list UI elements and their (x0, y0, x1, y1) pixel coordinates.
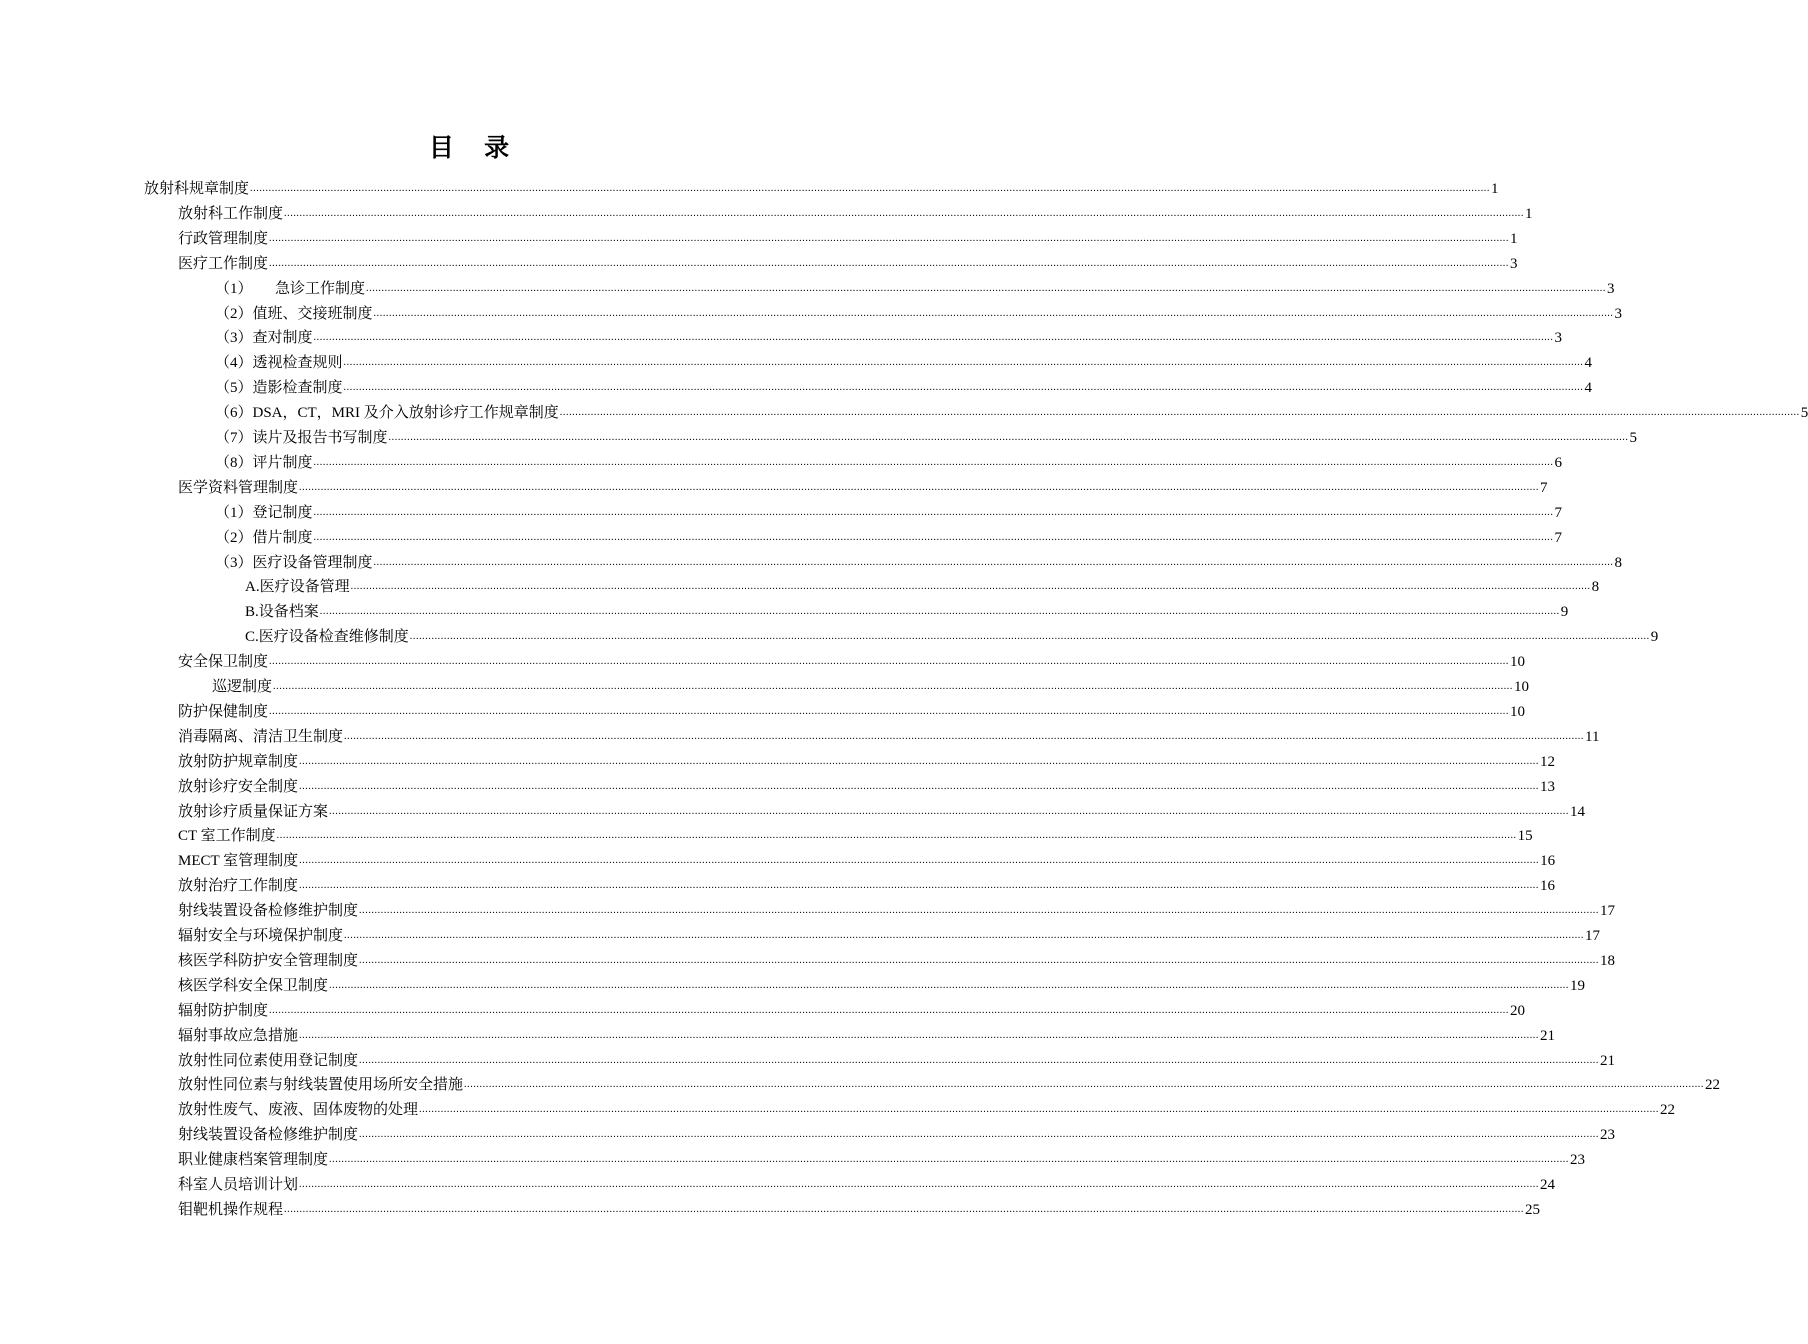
toc-entry[interactable] (178, 1170, 1556, 1195)
toc-entry-page-number: 8 (1591, 579, 1600, 596)
toc-entry-label: （1） 急诊工作制度 (215, 280, 366, 297)
toc-entry[interactable] (178, 1070, 1721, 1095)
toc-entry-page-number: 12 (1540, 753, 1556, 770)
toc-dot-leader: ................................................................................................................................................................................................................................................................................................................................................................................................................ (344, 730, 1585, 742)
toc-entry[interactable] (215, 423, 1638, 448)
toc-entry[interactable] (215, 448, 1563, 473)
toc-entry-label: B.设备档案 (245, 604, 319, 621)
toc-entry-label: 科室人员培训计划 (178, 1177, 299, 1193)
toc-entry-label: 放射防护规章制度 (178, 753, 299, 770)
toc-dot-leader: ................................................................................................................................................................................................................................................................................................................................................................................................................ (366, 282, 1607, 294)
toc-dot-leader: ................................................................................................................................................................................................................................................................................................................................................................................................................ (409, 631, 1650, 643)
toc-entry[interactable] (178, 971, 1586, 996)
toc-dot-leader: ................................................................................................................................................................................................................................................................................................................................................................................................................ (313, 456, 1554, 468)
toc-entry-label: 医学资料管理制度 (178, 479, 299, 496)
toc-dot-leader: ................................................................................................................................................................................................................................................................................................................................................................................................................ (329, 979, 1570, 991)
toc-entry[interactable] (178, 846, 1556, 871)
toc-dot-leader: ................................................................................................................................................................................................................................................................................................................................................................................................................ (319, 606, 1560, 618)
toc-entry-page-number: 3 (1614, 305, 1623, 322)
toc-entry-label: 消毒隔离、清洁卫生制度 (178, 728, 344, 745)
toc-entry-page-number: 5 (1629, 430, 1638, 446)
toc-dot-leader: ................................................................................................................................................................................................................................................................................................................................................................................................................ (559, 407, 1800, 419)
toc-entry-page-number: 3 (1510, 255, 1518, 272)
toc-entry-page-number: 23 (1570, 1152, 1586, 1169)
toc-entry-label: 医疗工作制度 (178, 255, 269, 272)
toc-dot-leader: ................................................................................................................................................................................................................................................................................................................................................................................................................ (284, 207, 1525, 219)
toc-entry-page-number: 21 (1540, 1027, 1556, 1044)
toc-entry-label: 射线装置设备检修维护制度 (178, 903, 359, 920)
toc-entry[interactable] (245, 572, 1600, 597)
toc-entry[interactable] (178, 772, 1556, 797)
toc-entry-page-number: 25 (1525, 1201, 1541, 1218)
toc-entry-page-number: 19 (1570, 977, 1586, 994)
toc-entry-label: 放射治疗工作制度 (178, 878, 299, 895)
toc-dot-leader: ................................................................................................................................................................................................................................................................................................................................................................................................................ (313, 506, 1554, 518)
toc-entry-label: 钼靶机操作规程 (178, 1201, 284, 1218)
toc-entry[interactable] (178, 224, 1518, 249)
toc-entry-label: （6）DSA，CT，MRI 及介入放射诊疗工作规章制度 (215, 405, 559, 422)
toc-entry-label: （4）透视检查规则 (215, 355, 343, 372)
toc-dot-leader: ................................................................................................................................................................................................................................................................................................................................................................................................................ (269, 232, 1510, 244)
toc-entry-label: 放射科工作制度 (178, 205, 284, 222)
toc-entry-label: 防护保健制度 (178, 703, 269, 720)
toc-entry-label: （3）查对制度 (215, 330, 313, 347)
toc-entry-page-number: 10 (1510, 654, 1526, 671)
toc-entry-page-number: 18 (1600, 952, 1616, 969)
toc-entry[interactable] (245, 622, 1659, 647)
toc-entry-page-number: 20 (1510, 1002, 1526, 1019)
toc-entry-page-number: 23 (1600, 1127, 1616, 1144)
toc-dot-leader: ................................................................................................................................................................................................................................................................................................................................................................................................................ (359, 905, 1600, 917)
toc-entry-page-number: 5 (1800, 405, 1808, 422)
toc-entry-label: （2）值班、交接班制度 (215, 305, 373, 322)
toc-dot-leader: ................................................................................................................................................................................................................................................................................................................................................................................................................ (299, 880, 1540, 892)
toc-entry-label: 辐射防护制度 (178, 1002, 269, 1019)
toc-dot-leader: ................................................................................................................................................................................................................................................................................................................................................................................................................ (299, 1029, 1540, 1041)
toc-entry-label: 核医学科防护安全管理制度 (178, 952, 359, 969)
toc-entry[interactable] (215, 348, 1593, 373)
page-title: 目 录 (428, 135, 522, 162)
toc-entry[interactable] (215, 274, 1615, 299)
toc-entry[interactable] (212, 672, 1530, 697)
toc-entry-page-number: 21 (1600, 1052, 1616, 1069)
toc-entry[interactable] (215, 398, 1808, 423)
toc-dot-leader: ................................................................................................................................................................................................................................................................................................................................................................................................................ (388, 432, 1629, 443)
toc-entry-page-number: 14 (1570, 803, 1586, 820)
toc-dot-leader: ................................................................................................................................................................................................................................................................................................................................................................................................................ (269, 1004, 1510, 1016)
toc-entry[interactable] (178, 1120, 1616, 1145)
toc-entry-page-number: 10 (1514, 679, 1530, 695)
toc-entry-label: 巡逻制度 (212, 679, 273, 695)
toc-entry-page-number: 22 (1660, 1102, 1676, 1119)
toc-entry[interactable] (178, 996, 1526, 1021)
toc-entry-label: 职业健康档案管理制度 (178, 1152, 329, 1169)
toc-entry[interactable] (178, 1021, 1556, 1046)
toc-dot-leader: ................................................................................................................................................................................................................................................................................................................................................................................................................ (419, 1104, 1660, 1116)
toc-entry-page-number: 16 (1540, 878, 1556, 895)
toc-entry-page-number: 24 (1540, 1177, 1556, 1193)
toc-entry-label: 放射性废气、废液、固体废物的处理 (178, 1102, 419, 1119)
toc-entry-label: （1）登记制度 (215, 504, 313, 521)
toc-entry[interactable] (178, 1046, 1616, 1071)
toc-dot-leader: ................................................................................................................................................................................................................................................................................................................................................................................................................ (329, 1154, 1570, 1166)
toc-dot-leader: ................................................................................................................................................................................................................................................................................................................................................................................................................ (329, 805, 1570, 817)
toc-entry-page-number: 22 (1705, 1077, 1721, 1094)
toc-entry-page-number: 4 (1584, 380, 1593, 397)
toc-dot-leader: ................................................................................................................................................................................................................................................................................................................................................................................................................ (269, 705, 1510, 717)
toc-entry-page-number: 7 (1554, 504, 1563, 521)
toc-entry[interactable] (215, 498, 1563, 523)
toc-dot-leader: ................................................................................................................................................................................................................................................................................................................................................................................................................ (299, 481, 1540, 493)
toc-entry-label: （8）评片制度 (215, 454, 313, 471)
toc-entry[interactable] (144, 174, 1499, 199)
toc-entry-label: CT 室工作制度 (178, 828, 276, 845)
toc-dot-leader: ................................................................................................................................................................................................................................................................................................................................................................................................................ (299, 855, 1540, 867)
toc-entry[interactable] (178, 921, 1601, 946)
toc-entry-page-number: 16 (1540, 853, 1556, 870)
toc-dot-leader: ................................................................................................................................................................................................................................................................................................................................................................................................................ (359, 1129, 1600, 1141)
toc-entry-label: 放射科规章制度 (144, 181, 250, 197)
toc-entry-label: （7）读片及报告书写制度 (215, 430, 388, 446)
toc-entry-label: 辐射安全与环境保护制度 (178, 928, 344, 944)
toc-entry-label: 核医学科安全保卫制度 (178, 977, 329, 994)
toc-entry-label: MECT 室管理制度 (178, 853, 299, 870)
toc-dot-leader: ................................................................................................................................................................................................................................................................................................................................................................................................................ (273, 681, 1514, 692)
toc-entry[interactable] (178, 249, 1518, 274)
toc-entry-page-number: 9 (1650, 629, 1659, 646)
toc-entry-label: 射线装置设备检修维护制度 (178, 1127, 359, 1144)
toc-dot-leader: ................................................................................................................................................................................................................................................................................................................................................................................................................ (284, 1203, 1525, 1215)
toc-dot-leader: ................................................................................................................................................................................................................................................................................................................................................................................................................ (269, 257, 1510, 269)
toc-entry-label: C.医疗设备检查维修制度 (245, 629, 409, 646)
toc-entry-label: 行政管理制度 (178, 230, 269, 247)
toc-entry-page-number: 1 (1491, 181, 1499, 197)
toc-entry-label: 放射诊疗安全制度 (178, 778, 299, 795)
toc-entry[interactable] (215, 373, 1593, 398)
toc-entry[interactable] (178, 1195, 1541, 1220)
toc-entry-page-number: 17 (1585, 928, 1601, 944)
toc-entry-label: A.医疗设备管理 (245, 579, 350, 596)
toc-entry[interactable] (215, 323, 1563, 348)
toc-entry[interactable] (178, 747, 1556, 772)
toc-dot-leader: ................................................................................................................................................................................................................................................................................................................................................................................................................ (313, 332, 1554, 344)
toc-dot-leader: ................................................................................................................................................................................................................................................................................................................................................................................................................ (350, 581, 1591, 593)
toc-entry-label: 辐射事故应急措施 (178, 1027, 299, 1044)
toc-entry[interactable] (178, 946, 1616, 971)
toc-entry-label: 放射性同位素使用登记制度 (178, 1052, 359, 1069)
toc-dot-leader: ................................................................................................................................................................................................................................................................................................................................................................................................................ (373, 307, 1614, 319)
toc-entry[interactable] (178, 896, 1616, 921)
toc-entry-page-number: 3 (1607, 280, 1615, 297)
toc-entry-page-number: 10 (1510, 703, 1526, 720)
toc-entry[interactable] (178, 797, 1586, 822)
toc-entry[interactable] (245, 597, 1569, 622)
toc-entry[interactable] (215, 523, 1563, 548)
toc-dot-leader: ................................................................................................................................................................................................................................................................................................................................................................................................................ (276, 830, 1517, 842)
toc-entry-page-number: 13 (1540, 778, 1556, 795)
toc-dot-leader: ................................................................................................................................................................................................................................................................................................................................................................................................................ (269, 656, 1510, 668)
toc-entry-page-number: 8 (1614, 554, 1623, 571)
toc-dot-leader: ................................................................................................................................................................................................................................................................................................................................................................................................................ (299, 780, 1540, 792)
toc-entry-label: 放射性同位素与射线装置使用场所安全措施 (178, 1077, 464, 1094)
toc-dot-leader: ................................................................................................................................................................................................................................................................................................................................................................................................................ (250, 183, 1491, 194)
toc-entry[interactable] (178, 647, 1526, 672)
toc-dot-leader: ................................................................................................................................................................................................................................................................................................................................................................................................................ (343, 357, 1584, 369)
toc-entry-label: （2）借片制度 (215, 529, 313, 546)
toc-entry[interactable] (178, 697, 1526, 722)
toc-entry-page-number: 15 (1517, 828, 1533, 845)
toc-dot-leader: ................................................................................................................................................................................................................................................................................................................................................................................................................ (373, 556, 1614, 568)
toc-entry-page-number: 4 (1584, 355, 1593, 372)
toc-entry-label: （3）医疗设备管理制度 (215, 554, 373, 571)
toc-dot-leader: ................................................................................................................................................................................................................................................................................................................................................................................................................ (313, 531, 1554, 543)
toc-dot-leader: ................................................................................................................................................................................................................................................................................................................................................................................................................ (344, 930, 1585, 941)
toc-entry[interactable] (178, 821, 1533, 846)
toc-entry-label: （5）造影检查制度 (215, 380, 343, 397)
toc-dot-leader: ................................................................................................................................................................................................................................................................................................................................................................................................................ (299, 1179, 1540, 1190)
toc-entry-page-number: 6 (1554, 454, 1563, 471)
toc-dot-leader: ................................................................................................................................................................................................................................................................................................................................................................................................................ (359, 1054, 1600, 1066)
toc-entry-page-number: 17 (1600, 903, 1616, 920)
toc-entry[interactable] (178, 722, 1600, 747)
toc-entry-page-number: 3 (1554, 330, 1563, 347)
toc-entry-page-number: 11 (1585, 728, 1600, 745)
toc-entry[interactable] (215, 299, 1623, 324)
toc-dot-leader: ................................................................................................................................................................................................................................................................................................................................................................................................................ (299, 755, 1540, 767)
toc-entry[interactable] (178, 1095, 1676, 1120)
toc-entry-page-number: 7 (1554, 529, 1563, 546)
toc-entry[interactable] (178, 871, 1556, 896)
toc-entry-page-number: 1 (1510, 230, 1518, 247)
toc-entry[interactable] (215, 548, 1623, 573)
toc-entry-label: 安全保卫制度 (178, 654, 269, 671)
toc-entry[interactable] (178, 1145, 1586, 1170)
toc-entry[interactable] (178, 473, 1548, 498)
toc-entry-page-number: 7 (1540, 479, 1548, 496)
toc-entry-page-number: 9 (1560, 604, 1569, 621)
toc-dot-leader: ................................................................................................................................................................................................................................................................................................................................................................................................................ (464, 1079, 1705, 1091)
toc-dot-leader: ................................................................................................................................................................................................................................................................................................................................................................................................................ (359, 954, 1600, 966)
toc-entry-label: 放射诊疗质量保证方案 (178, 803, 329, 820)
toc-entry-page-number: 1 (1525, 205, 1533, 222)
toc-entry[interactable] (178, 199, 1533, 224)
toc-dot-leader: ................................................................................................................................................................................................................................................................................................................................................................................................................ (343, 382, 1584, 394)
